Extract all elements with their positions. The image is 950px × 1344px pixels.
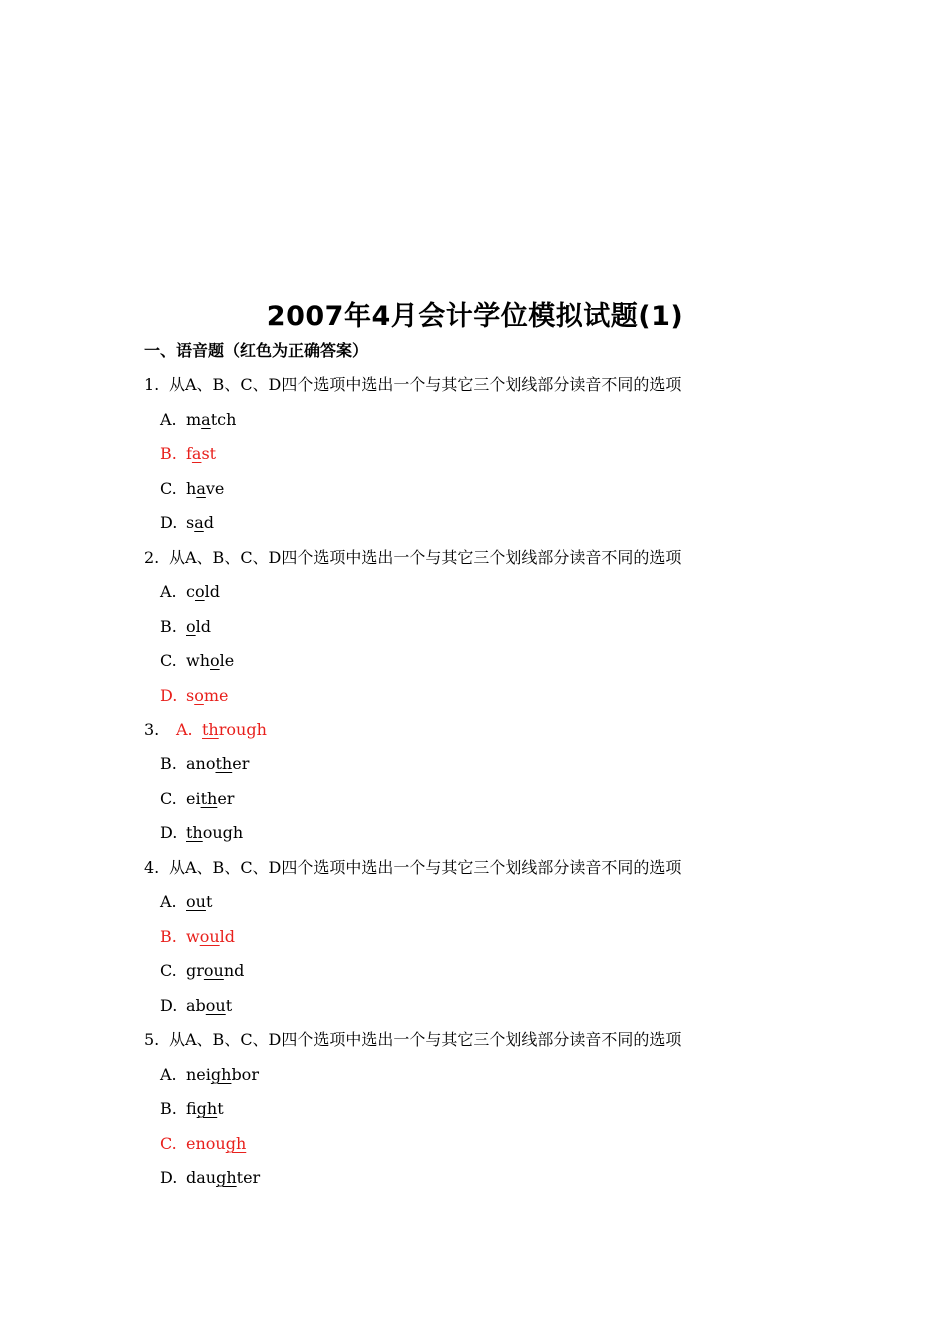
q1-option-c[interactable] — [160, 479, 224, 499]
option-label: D. — [160, 686, 178, 705]
word-part: bor — [231, 1065, 259, 1084]
word-part: tch — [210, 410, 237, 429]
word-part: f — [186, 444, 192, 463]
underlined-part: gh — [225, 1134, 247, 1153]
q3-option-c[interactable] — [160, 789, 234, 809]
word-part: c — [186, 582, 195, 601]
q3-option-b[interactable] — [160, 754, 249, 774]
word-part: t — [205, 892, 213, 911]
question-number: 2. — [144, 548, 160, 567]
underlined-part: o — [194, 582, 205, 601]
question-number: 4. — [144, 858, 160, 877]
word-part: w — [186, 927, 200, 946]
word-part: er — [217, 789, 235, 808]
underlined-part: a — [196, 479, 206, 498]
question-1-prompt — [144, 375, 681, 395]
option-label: D. — [160, 1168, 178, 1187]
question-text: 从A、B、C、D四个选项中选出一个与其它三个划线部分读音不同的选项 — [169, 858, 682, 877]
q3-option-d[interactable] — [160, 823, 243, 843]
word-part: ough — [202, 823, 244, 842]
option-label: A. — [160, 410, 177, 429]
question-text: 从A、B、C、D四个选项中选出一个与其它三个划线部分读音不同的选项 — [169, 375, 682, 394]
word-part: enou — [186, 1134, 226, 1153]
word-part: ab — [186, 996, 206, 1015]
q4-option-a[interactable] — [160, 892, 212, 912]
underlined-part: gh — [210, 1065, 232, 1084]
underlined-part: o — [186, 617, 196, 636]
word-part: st — [201, 444, 217, 463]
word-part: me — [203, 686, 229, 705]
option-label: B. — [160, 617, 177, 636]
q5-option-a[interactable] — [160, 1065, 259, 1085]
question-2-prompt — [144, 548, 681, 568]
word-part: nei — [186, 1065, 211, 1084]
option-label: C. — [160, 479, 177, 498]
option-label: B. — [160, 927, 177, 946]
question-number: 3. — [144, 720, 160, 739]
underlined-part: th — [215, 754, 233, 773]
word-part: nd — [223, 961, 245, 980]
option-label: C. — [160, 961, 177, 980]
q5-option-b[interactable] — [160, 1099, 224, 1119]
q4-option-c[interactable] — [160, 961, 244, 981]
underlined-part: th — [202, 720, 219, 739]
option-label: D. — [160, 513, 178, 532]
q2-option-d-correct[interactable] — [160, 686, 229, 706]
underlined-part: gh — [196, 1099, 218, 1118]
word-part: s — [186, 686, 195, 705]
q1-option-d[interactable] — [160, 513, 214, 533]
option-label: B. — [160, 754, 177, 773]
word-part: er — [232, 754, 250, 773]
word-part: ter — [236, 1168, 261, 1187]
question-text: 从A、B、C、D四个选项中选出一个与其它三个划线部分读音不同的选项 — [169, 1030, 682, 1049]
word-part: t — [217, 1099, 224, 1118]
q5-option-d[interactable] — [160, 1168, 260, 1188]
underlined-part: ou — [199, 927, 220, 946]
option-label: A. — [160, 892, 177, 911]
word-part: ld — [195, 617, 211, 636]
option-label: C. — [160, 789, 177, 808]
underlined-part: ou — [186, 892, 206, 911]
question-number: 5. — [144, 1030, 160, 1049]
section-heading: 一、语音题（红色为正确答案） — [144, 341, 369, 360]
word-part: ld — [219, 927, 235, 946]
word-part: ei — [186, 789, 201, 808]
option-label: C. — [160, 651, 177, 670]
q4-option-b-correct[interactable] — [160, 927, 235, 947]
underlined-part: a — [191, 444, 202, 463]
option-label: A. — [160, 582, 177, 601]
word-part: fi — [186, 1099, 197, 1118]
page-title: 2007年4月会计学位模拟试题(1) — [266, 301, 684, 332]
word-part: gr — [186, 961, 204, 980]
word-part: ld — [204, 582, 220, 601]
word-part: d — [203, 513, 215, 532]
underlined-part: th — [200, 789, 218, 808]
word-part: wh — [186, 651, 210, 670]
word-part: ano — [186, 754, 216, 773]
word-part: le — [219, 651, 235, 670]
q1-option-a[interactable] — [160, 410, 236, 430]
option-label: A. — [176, 720, 193, 739]
q3-option-a-correct[interactable] — [169, 720, 267, 739]
question-5-prompt — [144, 1030, 681, 1050]
word-part: h — [186, 479, 197, 498]
word-part: rough — [218, 720, 267, 739]
underlined-part: ou — [203, 961, 224, 980]
underlined-part: o — [210, 651, 220, 670]
option-label: C. — [160, 1134, 177, 1153]
underlined-part: th — [186, 823, 203, 842]
question-3-row — [144, 720, 267, 740]
option-label: D. — [160, 823, 178, 842]
option-label: D. — [160, 996, 178, 1015]
q2-option-a[interactable] — [160, 582, 220, 602]
q2-option-b[interactable] — [160, 617, 211, 637]
question-number: 1. — [144, 375, 160, 394]
word-part: s — [186, 513, 195, 532]
q2-option-c[interactable] — [160, 651, 234, 671]
option-label: A. — [160, 1065, 177, 1084]
q4-option-d[interactable] — [160, 996, 232, 1016]
underlined-part: o — [194, 686, 204, 705]
word-part: ve — [205, 479, 225, 498]
underlined-part: ou — [205, 996, 226, 1015]
underlined-part: a — [194, 513, 204, 532]
word-part: t — [225, 996, 233, 1015]
q1-option-b-correct[interactable] — [160, 444, 216, 464]
q5-option-c-correct[interactable] — [160, 1134, 246, 1154]
word-part: dau — [186, 1168, 217, 1187]
underlined-part: a — [201, 410, 211, 429]
question-4-prompt — [144, 858, 681, 878]
question-text: 从A、B、C、D四个选项中选出一个与其它三个划线部分读音不同的选项 — [169, 548, 682, 567]
underlined-part: gh — [216, 1168, 237, 1187]
option-label: B. — [160, 444, 177, 463]
option-label: B. — [160, 1099, 177, 1118]
word-part: m — [186, 410, 202, 429]
